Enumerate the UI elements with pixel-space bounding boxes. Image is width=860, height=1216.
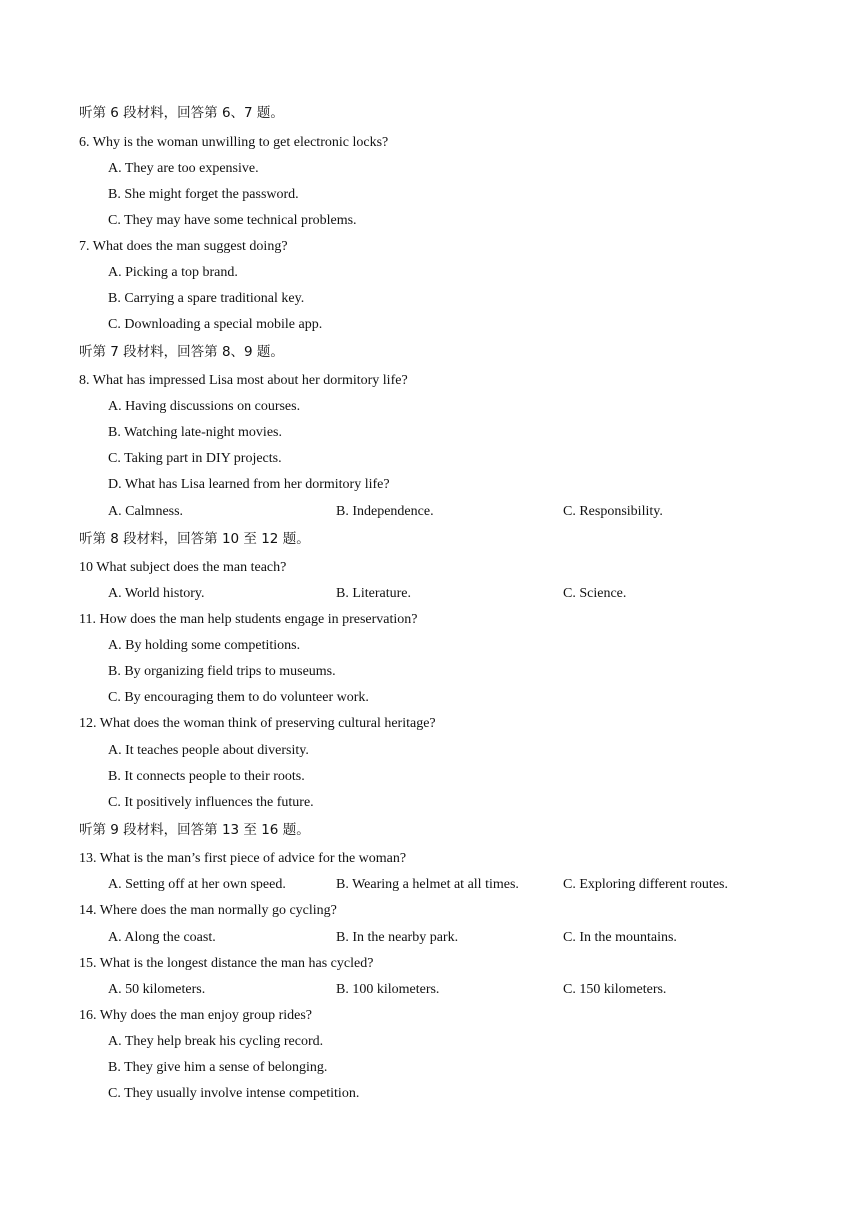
question-stem: 8. What has impressed Lisa most about her dormitory life? — [79, 373, 408, 388]
option-text: B. Independence. — [336, 504, 434, 519]
question-stem: 16. Why does the man enjoy group rides? — [79, 1008, 313, 1023]
option-text: B. 100 kilometers. — [336, 982, 440, 997]
section-title: 听第 8 段材料，回答第 10 至 12 题。 — [79, 531, 310, 547]
option-text: A. Picking a top brand. — [108, 265, 238, 280]
option-text: C. 150 kilometers. — [563, 982, 667, 997]
option-text: D. What has Lisa learned from her dormitory life? — [108, 477, 390, 492]
section-title: 听第 6 段材料，回答第 6、7 题。 — [79, 105, 284, 121]
question-stem: 14. Where does the man normally go cycling? — [79, 903, 337, 918]
option-text: B. It connects people to their roots. — [108, 769, 305, 784]
option-text: A. Along the coast. — [108, 930, 216, 945]
option-text: A. Setting off at her own speed. — [108, 877, 286, 892]
option-text: C. Science. — [563, 586, 627, 601]
option-text: C. They usually involve intense competition. — [108, 1086, 360, 1101]
question-stem: 15. What is the longest distance the man has cycled? — [79, 956, 374, 971]
option-text: B. Literature. — [336, 586, 412, 601]
question-stem: 11. How does the man help students engage in preservation? — [79, 612, 418, 627]
option-text: A. They help break his cycling record. — [108, 1034, 324, 1049]
option-text: A. World history. — [108, 586, 205, 601]
option-text: C. Exploring different routes. — [563, 877, 728, 892]
option-text: A. 50 kilometers. — [108, 982, 206, 997]
option-text: C. By encouraging them to do volunteer work. — [108, 690, 369, 705]
option-text: C. It positively influences the future. — [108, 795, 314, 810]
option-text: B. In the nearby park. — [336, 930, 459, 945]
option-text: C. They may have some technical problems. — [108, 213, 357, 228]
question-stem: 10 What subject does the man teach? — [79, 560, 287, 575]
option-text: B. She might forget the password. — [108, 187, 299, 202]
question-stem: 12. What does the woman think of preserving cultural heritage? — [79, 716, 436, 731]
option-text: C. In the mountains. — [563, 930, 677, 945]
option-text: A. Calmness. — [108, 504, 184, 519]
option-text: A. It teaches people about diversity. — [108, 743, 309, 758]
option-text: C. Responsibility. — [563, 504, 663, 519]
option-text: B. By organizing field trips to museums. — [108, 664, 336, 679]
section-title: 听第 9 段材料，回答第 13 至 16 题。 — [79, 822, 310, 838]
question-stem: 7. What does the man suggest doing? — [79, 239, 288, 254]
option-text: B. Wearing a helmet at all times. — [336, 877, 519, 892]
option-text: A. Having discussions on courses. — [108, 399, 301, 414]
option-text: C. Taking part in DIY projects. — [108, 451, 282, 466]
section-title: 听第 7 段材料，回答第 8、9 题。 — [79, 344, 284, 360]
option-text: C. Downloading a special mobile app. — [108, 317, 323, 332]
option-text: B. They give him a sense of belonging. — [108, 1060, 328, 1075]
question-stem: 13. What is the man’s first piece of advice for the woman? — [79, 851, 407, 866]
question-stem: 6. Why is the woman unwilling to get electronic locks? — [79, 135, 389, 150]
option-text: A. They are too expensive. — [108, 161, 259, 176]
option-text: B. Watching late-night movies. — [108, 425, 282, 440]
option-text: A. By holding some competitions. — [108, 638, 301, 653]
option-text: B. Carrying a spare traditional key. — [108, 291, 305, 306]
